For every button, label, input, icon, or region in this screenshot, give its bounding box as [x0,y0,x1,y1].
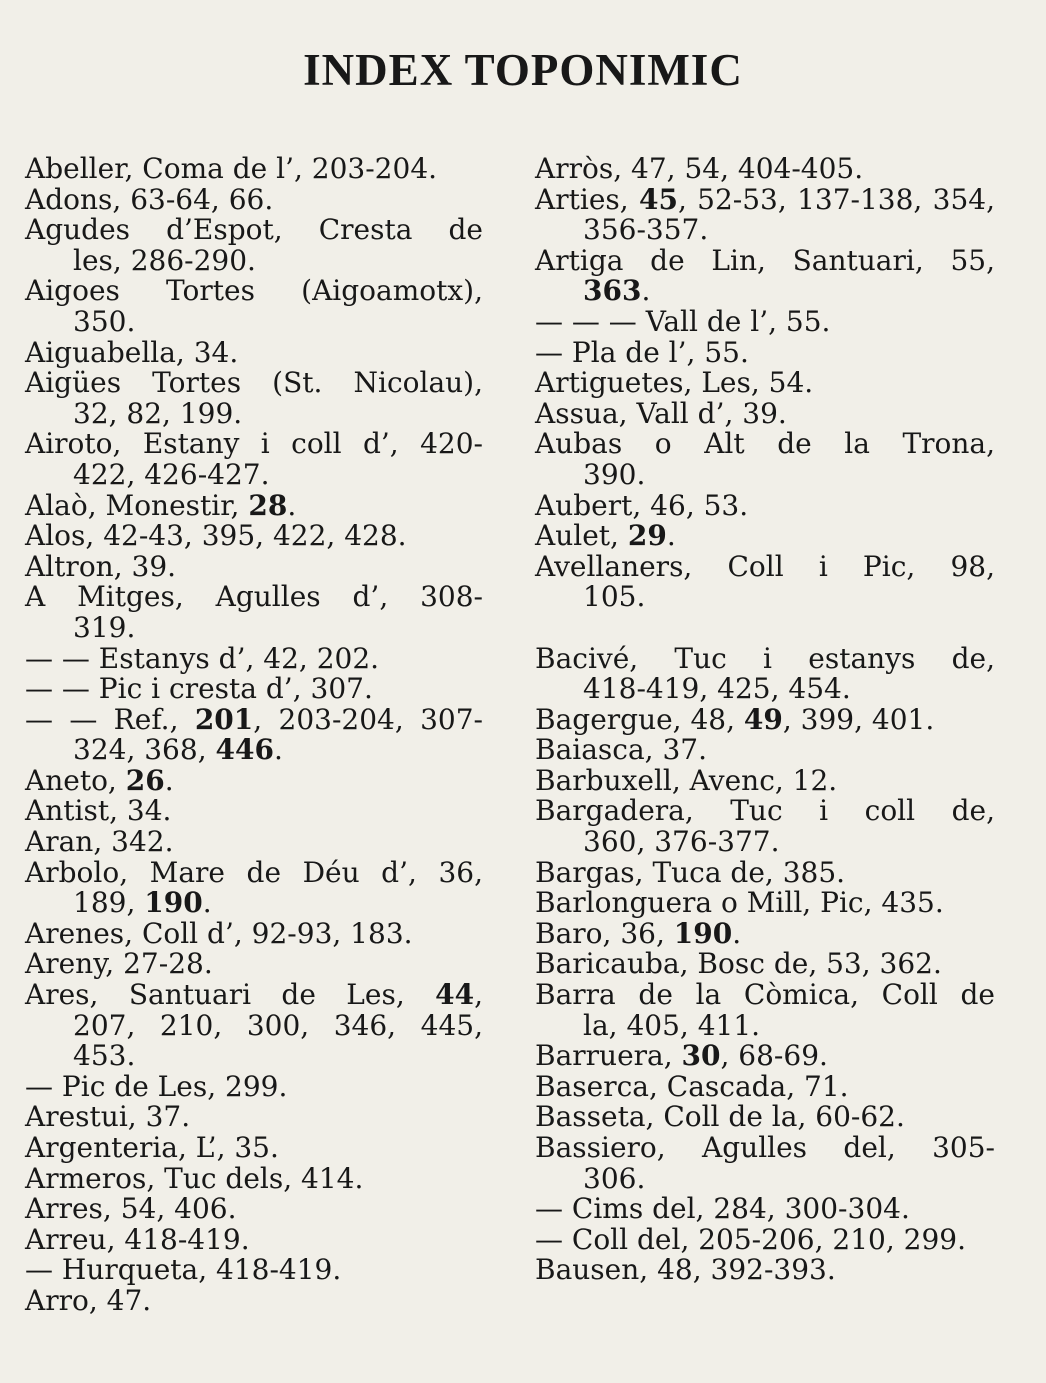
index-entry: Bausen, 48, 392-393. [535,1253,836,1287]
index-entry: Baricauba, Bosc de, 53, 362. [535,947,942,981]
index-entry: Arenes, Coll d’, 92-93, 183. [25,916,413,950]
index-entry: Aiguabella, 34. [25,335,239,369]
index-entry: Barruera, 30, 68-69. [535,1039,828,1073]
index-entry: Barra de la Còmica, Coll de la, 405, 411. [535,978,995,1042]
index-entry: Bargadera, Tuc i coll de, 360, 376-377. [535,794,995,859]
index-entry: Arbolo, Mare de Déu d’, 36, 189, 190. [25,855,483,920]
index-entry: Bagergue, 48, 49, 399, 401. [535,702,935,736]
index-entry: Artiguetes, Les, 54. [535,366,814,400]
index-entry: Alaò, Monestir, 28. [25,488,297,522]
index-entry: Bassiero, Agulles del, 305- 306. [535,1131,995,1195]
index-entry: — — Pic i cresta d’, 307. [25,672,373,706]
index-entry: Airoto, Estany i coll d’, 420- 422, 426-427. [25,427,483,491]
index-entry: — Hurqueta, 418-419. [25,1253,342,1287]
index-entry: Arro, 47. [25,1283,152,1317]
index-entry: Baro, 36, 190. [535,916,742,950]
letter-section-gap [535,613,995,644]
index-entry: Aigoes Tortes (Aigoamotx), 350. [25,274,483,338]
index-entry: Bacivé, Tuc i estanys de, 418-419, 425, 454. [535,641,995,706]
index-entry: Arreu, 418-419. [25,1222,250,1256]
index-entry: Abeller, Coma de l’, 203-204. [25,152,438,185]
index-entry: Antist, 34. [25,794,172,828]
index-entry: Adons, 63-64, 66. [25,182,274,216]
index-entry: Arres, 54, 406. [25,1192,237,1226]
index-entry: Barlonguera o Mill, Pic, 435. [535,886,944,920]
index-entry: Arròs, 47, 54, 404-405. [535,152,864,185]
index-column-right [535,154,995,1286]
index-entry: — Pla de l’, 55. [535,335,749,369]
index-entry: Assua, Vall d’, 39. [535,396,787,430]
index-entry: Aran, 342. [25,825,174,859]
index-entry: Arties, 45, 52-53, 137-138, 354, 356-357. [535,182,995,247]
index-entry: Ares, Santuari de Les, 44, 207, 210, 300, 346, 445, 453. [25,978,483,1073]
index-entry: Arestui, 37. [25,1100,191,1134]
index-entry: Agudes d’Espot, Cresta de les, 286-290. [25,213,483,277]
index-entry: Avellaners, Coll i Pic, 98, 105. [535,549,995,614]
index-entry: Areny, 27-28. [25,947,213,981]
index-entry: Aubert, 46, 53. [535,488,749,522]
index-entry: Aneto, 26. [25,763,174,797]
index-entry: Aulet, 29. [535,519,676,553]
page-title: INDEX TOPONIMIC [303,45,743,95]
index-entry: — Pic de Les, 299. [25,1069,288,1103]
index-entry: A Mitges, Agulles d’, 308- 319. [25,580,483,644]
index-entry: Baiasca, 37. [535,733,707,767]
index-entry: Bargas, Tuca de, 385. [535,855,846,889]
index-entry: Aubas o Alt de la Trona, 390. [535,427,995,491]
index-entry: Basseta, Coll de la, 60-62. [535,1100,905,1134]
index-entry: Armeros, Tuc dels, 414. [25,1161,364,1195]
index-entry: — Coll del, 205-206, 210, 299. [535,1222,966,1256]
index-entry: Aigües Tortes (St. Nicolau), 32, 82, 199. [25,366,483,430]
index-entry: — — Estanys d’, 42, 202. [25,641,380,675]
index-entry: — — — Vall de l’, 55. [535,304,831,338]
index-entry: — — Ref., 201, 203-204, 307- 324, 368, 446. [25,702,483,767]
index-entry: Argenteria, L’, 35. [25,1131,279,1164]
index-entry: Barbuxell, Avenc, 12. [535,763,838,797]
index-entry: Baserca, Cascada, 71. [535,1069,849,1103]
index-column-left [25,154,483,1317]
index-entry: — Cims del, 284, 300-304. [535,1192,910,1226]
index-entry: Altron, 39. [25,549,177,583]
index-entry: Artiga de Lin, Santuari, 55, 363. [535,243,995,308]
index-entry: Alos, 42-43, 395, 422, 428. [25,519,407,553]
